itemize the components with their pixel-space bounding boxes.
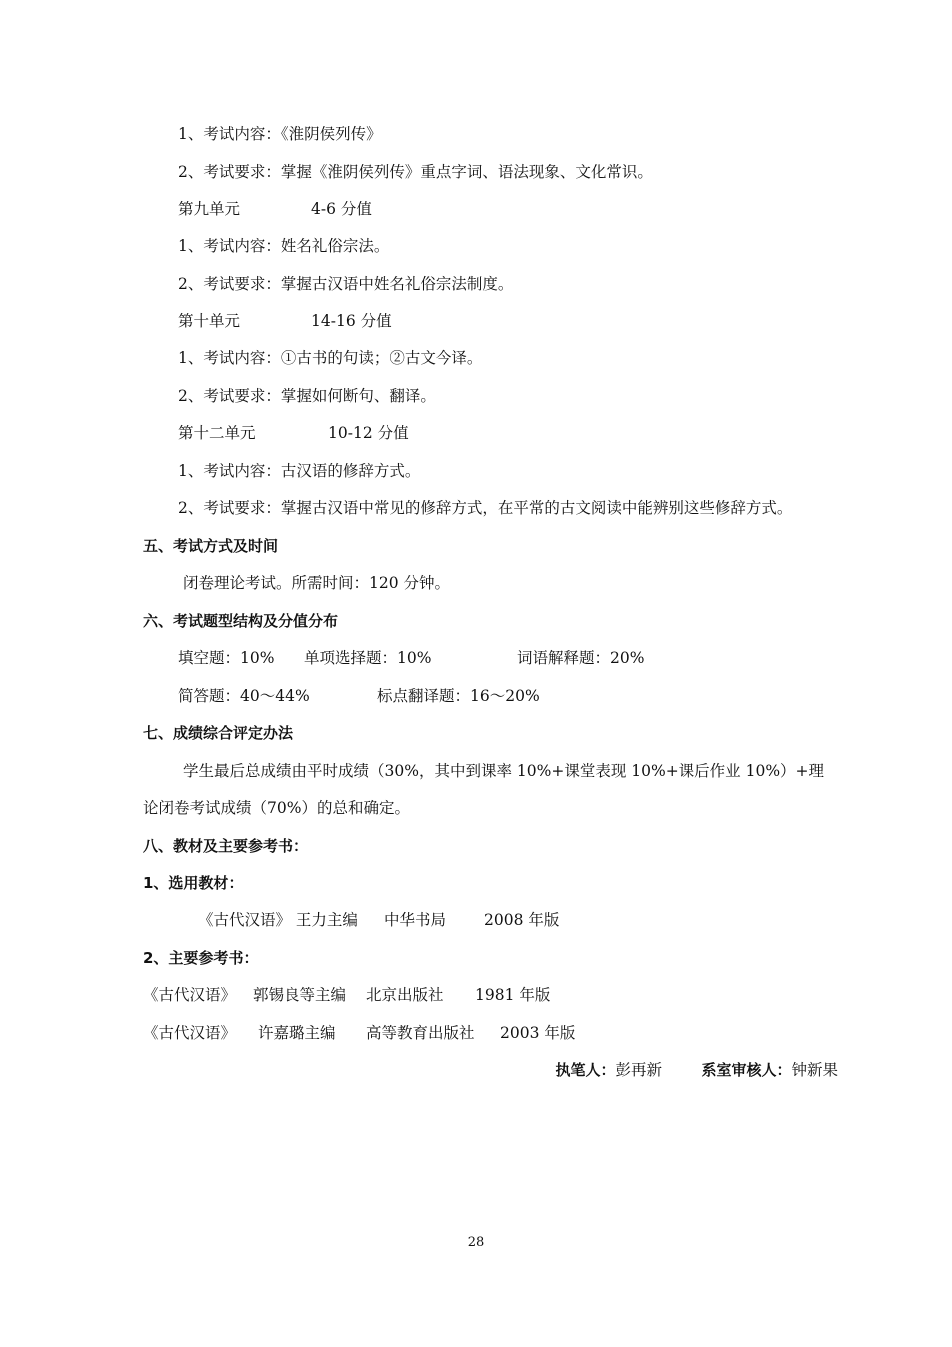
textbook-title-editor: 《古代汉语》 王力主编: [198, 911, 358, 929]
word-explain-score: 词语解释题：20%: [517, 649, 645, 667]
section5-text: 闭卷理论考试。所需时间：120 分钟。: [183, 574, 451, 592]
ref1-publisher: 北京出版社: [366, 986, 444, 1004]
textbook-publisher: 中华书局: [384, 911, 447, 929]
ref2-title: 《古代汉语》: [143, 1024, 237, 1042]
reviewer-name: 钟新果: [791, 1061, 838, 1079]
unit10-requirement: 2、考试要求：掌握如何断句、翻译。: [178, 387, 436, 405]
section6-row1: [178, 646, 644, 670]
section6-row2: [178, 684, 540, 708]
unit10-score: 14-16 分值: [311, 312, 392, 330]
reviewer-label: 系室审核人：: [701, 1061, 792, 1079]
unit12-title: 第十二单元: [178, 424, 256, 442]
reference-entry-1: [143, 983, 550, 1007]
unit9-title-line: [178, 197, 372, 221]
signature-line: [555, 1058, 838, 1082]
unit12-score: 10-12 分值: [328, 424, 409, 442]
textbook-edition: 2008 年版: [484, 911, 560, 929]
unit9-title: 第九单元: [178, 200, 241, 218]
unit9-content: 1、考试内容：姓名礼俗宗法。: [178, 237, 390, 255]
section6-heading: 六、考试题型结构及分值分布: [143, 612, 339, 630]
ref2-publisher: 高等教育出版社: [366, 1024, 475, 1042]
punctuation-translation-score: 标点翻译题：16～20%: [377, 687, 540, 705]
textbook-subheading: 1、选用教材：: [143, 874, 244, 892]
unit9-score: 4-6 分值: [311, 200, 372, 218]
single-choice-score: 单项选择题：10%: [304, 649, 432, 667]
unit8-content: 1、考试内容：《淮阴侯列传》: [178, 125, 382, 143]
section7-line2: 论闭卷考试成绩（70%）的总和确定。: [143, 799, 410, 817]
fill-blank-score: 填空题：10%: [178, 649, 275, 667]
writer-label: 执笔人：: [555, 1061, 616, 1079]
unit10-title-line: [178, 309, 392, 333]
section7-heading: 七、成绩综合评定办法: [143, 724, 294, 742]
ref1-edition: 1981 年版: [475, 986, 551, 1004]
page-number: 28: [467, 1235, 485, 1250]
unit12-title-line: [178, 421, 409, 445]
ref2-editor: 许嘉璐主编: [258, 1024, 336, 1042]
unit9-requirement: 2、考试要求：掌握古汉语中姓名礼俗宗法制度。: [178, 275, 514, 293]
short-answer-score: 简答题：40～44%: [178, 687, 310, 705]
reference-entry-2: [143, 1021, 575, 1045]
ref1-editor: 郭锡良等主编: [253, 986, 347, 1004]
writer-name: 彭再新: [615, 1061, 662, 1079]
textbook-entry: [198, 908, 559, 932]
unit12-content: 1、考试内容：古汉语的修辞方式。: [178, 462, 421, 480]
unit8-requirement: 2、考试要求：掌握《淮阴侯列传》重点字词、语法现象、文化常识。: [178, 163, 653, 181]
unit10-content: 1、考试内容：①古书的句读；②古文今译。: [178, 349, 483, 367]
ref2-edition: 2003 年版: [500, 1024, 576, 1042]
section5-heading: 五、考试方式及时间: [143, 537, 279, 555]
section8-heading: 八、教材及主要参考书：: [143, 837, 309, 855]
section7-line1: 学生最后总成绩由平时成绩（30%，其中到课率 10%+课堂表现 10%+课后作业 10%）+理: [183, 762, 825, 780]
unit10-title: 第十单元: [178, 312, 241, 330]
unit12-requirement: 2、考试要求：掌握古汉语中常见的修辞方式，在平常的古文阅读中能辨别这些修辞方式。: [178, 499, 793, 517]
references-subheading: 2、主要参考书：: [143, 949, 259, 967]
ref1-title: 《古代汉语》: [143, 986, 237, 1004]
